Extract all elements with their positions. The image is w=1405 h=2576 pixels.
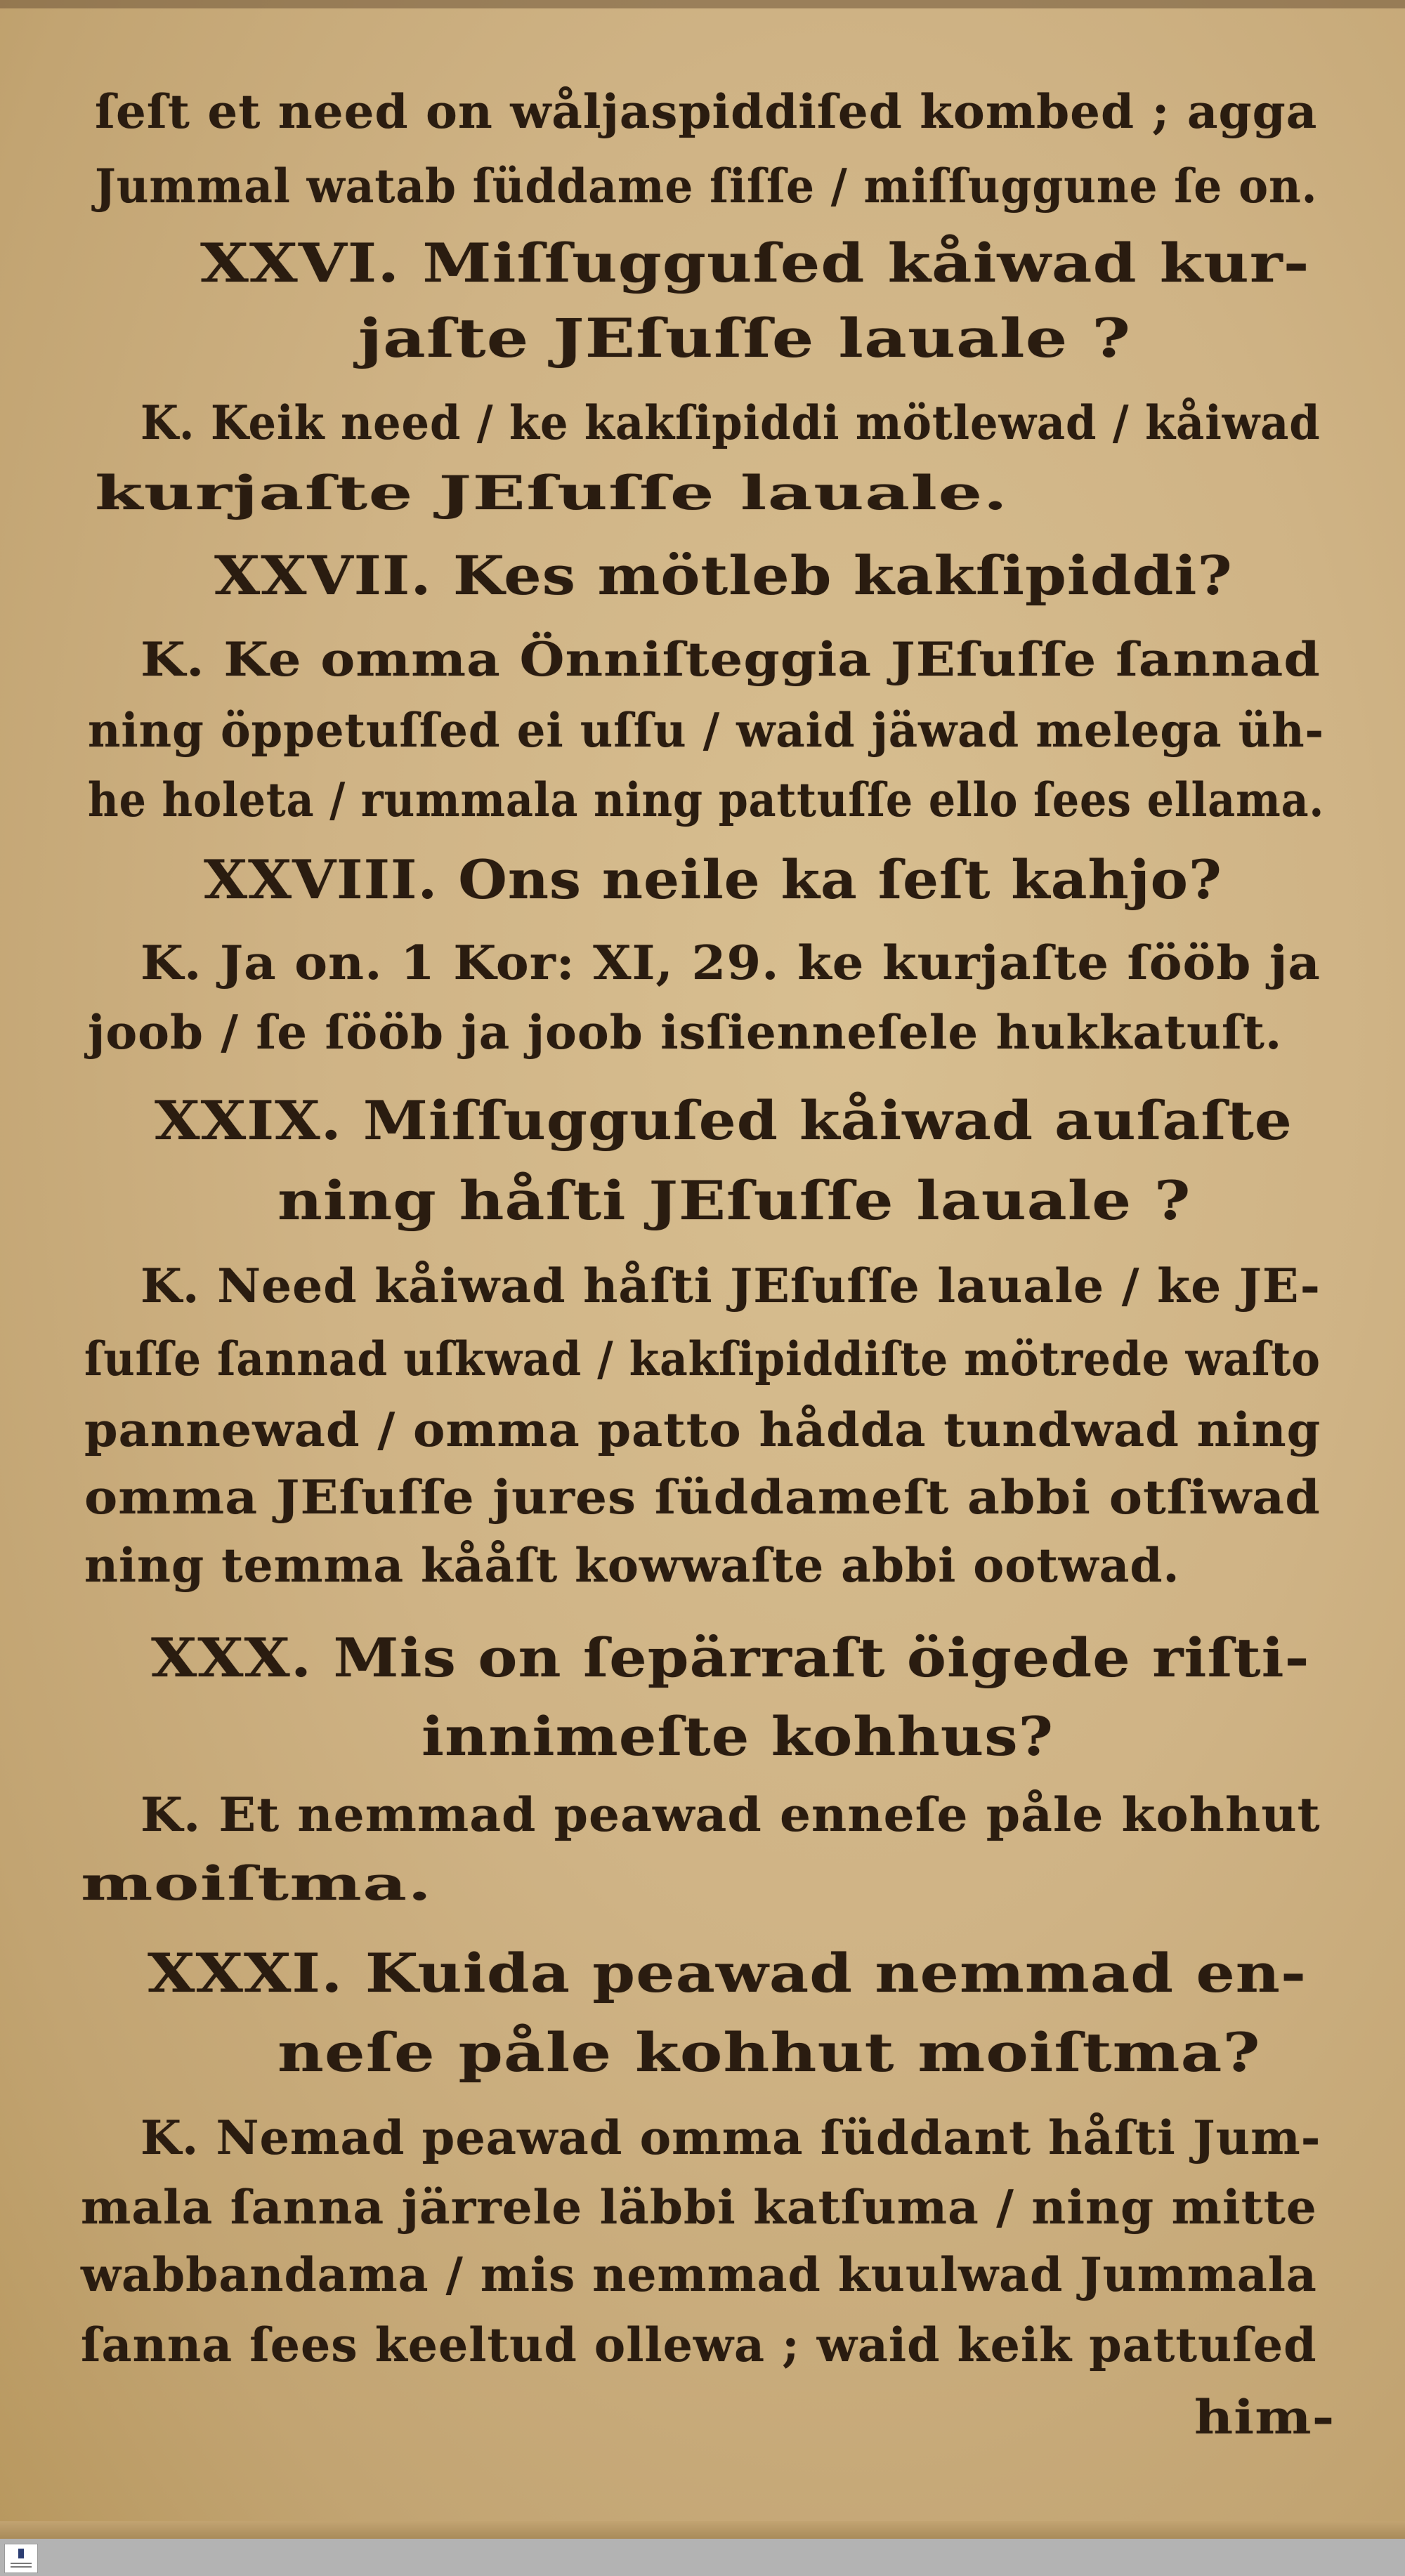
logo-rule: [11, 2563, 32, 2564]
text-line: he holeta / rummala ning pattuſſe ello ſees ellama.: [88, 773, 1325, 827]
text-line: ning öppetuſſed ei uſſu / waid jäwad melega üh-: [88, 703, 1324, 758]
viewer-footer-bar: [0, 2539, 1405, 2576]
catchword: him-: [1194, 2390, 1335, 2445]
text-line: ſeſt et need on wåljaspiddiſed kombed ; agga: [95, 84, 1318, 139]
library-logo-icon: [18, 2549, 24, 2558]
text-line: ſanna ſees keeltud ollewa ; waid keik pattuſed: [81, 2318, 1317, 2372]
question-heading: innimeſte kohhus?: [422, 1705, 1054, 1768]
text-line: K. Need kåiwad håſti JEſuſſe lauale / ke JE-: [140, 1259, 1321, 1313]
text-line: ning temma kååſt kowwaſte abbi ootwad.: [84, 1538, 1180, 1593]
text-line: K. Nemad peawad omma ſüddant håſti Jum-: [140, 2110, 1321, 2165]
library-logo: [4, 2544, 38, 2573]
text-line: pannewad / omma patto hådda tundwad ning: [84, 1402, 1321, 1457]
question-heading: ning håſti JEſuſſe lauale ?: [277, 1169, 1191, 1232]
question-heading: XXIX. Miſſugguſed kåiwad auſaſte: [155, 1089, 1293, 1152]
text-line: K. Keik need / ke kakſipiddi mötlewad / kåiwad: [140, 395, 1321, 450]
logo-rule: [11, 2566, 32, 2568]
text-line: mala ſanna järrele läbbi katſuma / ning mitte: [81, 2180, 1317, 2235]
text-line: ſuſſe ſannad uſkwad / kakſipiddiſte mötrede waſto: [84, 1332, 1321, 1386]
question-heading: XXVI. Miſſugguſed kåiwad kur-: [200, 232, 1310, 294]
question-heading: XXVIII. Ons neile ka ſeſt kahjo?: [204, 848, 1222, 911]
question-heading: XXX. Mis on ſepärraſt öigede riſti-: [151, 1627, 1310, 1689]
text-line: joob / ſe ſööb ja joob isſienneſele hukkatuſt.: [88, 1005, 1283, 1060]
text-line: omma JEſuſſe jures ſüddameſt abbi otſiwad: [84, 1470, 1321, 1525]
question-heading: XXVII. Kes mötleb kakſipiddi?: [214, 544, 1233, 607]
text-line: K. Ke omma Önniſteggia JEſuſſe ſannad: [140, 632, 1321, 687]
text-line: Jummal watab ſüddame ſiſſe / miſſuggune ſe on.: [95, 159, 1318, 213]
question-heading: neſe påle kohhut moiſtma?: [277, 2021, 1261, 2084]
text-line: K. Et nemmad peawad enneſe påle kohhut: [140, 1787, 1321, 1842]
text-line: K. Ja on. 1 Kor: XI, 29. ke kurjaſte ſööb ja: [140, 935, 1321, 990]
question-heading: jaſte JEſuſſe lauale ?: [358, 307, 1132, 369]
text-line: kurjaſte JEſuſſe lauale.: [95, 466, 1009, 520]
text-line: wabbandama / mis nemmad kuulwad Jummala: [81, 2247, 1317, 2302]
question-heading: XXXI. Kuida peawad nemmad en-: [148, 1942, 1307, 2004]
text-line: moiſtma.: [81, 1856, 433, 1911]
